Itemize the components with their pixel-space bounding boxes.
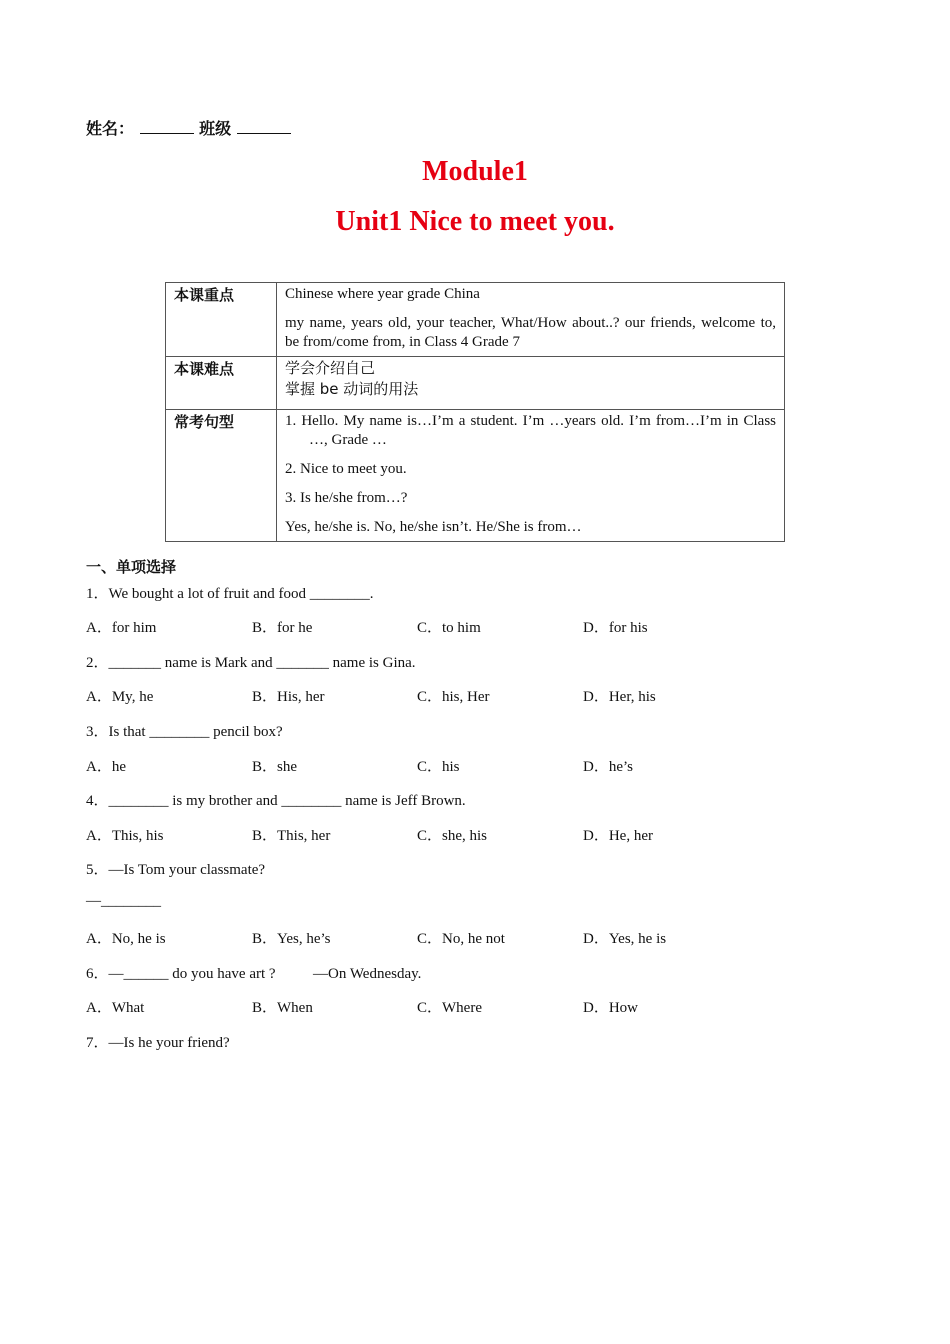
option-d[interactable]: D．He, her (583, 828, 653, 844)
option-a[interactable]: A．for him (86, 620, 157, 636)
option-d[interactable]: D．Her, his (583, 689, 656, 705)
question-4-stem: 4．________ is my brother and ________ name is Jeff Brown. (86, 793, 466, 809)
option-a[interactable]: A．No, he is (86, 931, 166, 947)
option-c[interactable]: C．to him (417, 620, 481, 636)
option-b[interactable]: B．Yes, he’s (252, 931, 331, 947)
student-info-line (86, 116, 291, 139)
question-3-options (86, 755, 786, 775)
question-1-options (86, 616, 786, 636)
question-5-options (86, 927, 786, 947)
content-line: 3. Is he/she from…? (285, 490, 408, 506)
class-blank[interactable] (237, 117, 291, 134)
table-row-difficulties (166, 357, 785, 410)
question-2-stem: 2．_______ name is Mark and _______ name is Gina. (86, 655, 416, 671)
module-title: Module1 (422, 156, 528, 187)
content-line: Yes, he/she is. No, he/she isn’t. He/She is from… (285, 519, 582, 535)
row-content (277, 283, 785, 357)
option-b[interactable]: B．His, her (252, 689, 325, 705)
lesson-info-table (165, 282, 785, 542)
question-5-answer-line: —________ (86, 893, 161, 909)
row-content (277, 410, 785, 542)
option-d[interactable]: D．he’s (583, 759, 633, 775)
class-label: 班级 (199, 119, 232, 138)
row-label: 本课重点 (166, 283, 277, 357)
question-1-stem: 1．We bought a lot of fruit and food ________. (86, 586, 374, 602)
option-d[interactable]: D．Yes, he is (583, 931, 667, 947)
name-label: 姓名： (86, 119, 135, 138)
option-b[interactable]: B．she (252, 759, 298, 775)
question-3-stem: 3．Is that ________ pencil box? (86, 724, 283, 740)
content-line: my name, years old, your teacher, What/How about..? our friends, welcome to, be from/come from, in Class 4 Grade 7 (285, 315, 776, 350)
option-a[interactable]: A．he (86, 759, 126, 775)
table-row-sentence-patterns (166, 410, 785, 542)
option-c[interactable]: C．she, his (417, 828, 488, 844)
option-b[interactable]: B．This, her (252, 828, 331, 844)
option-a[interactable]: A．My, he (86, 689, 154, 705)
row-label: 本课难点 (166, 357, 277, 410)
option-d[interactable]: D．for his (583, 620, 648, 636)
option-a[interactable]: A．What (86, 1000, 145, 1016)
option-b[interactable]: B．for he (252, 620, 313, 636)
option-d[interactable]: D．How (583, 1000, 638, 1016)
question-7-stem: 7．—Is he your friend? (86, 1035, 230, 1051)
option-b[interactable]: B．When (252, 1000, 313, 1016)
section-heading: 一、单项选择 (86, 558, 177, 576)
table-row-key-points (166, 283, 785, 357)
unit-title: Unit1 Nice to meet you. (335, 206, 615, 237)
option-c[interactable]: C．his (417, 759, 460, 775)
option-a[interactable]: A．This, his (86, 828, 164, 844)
content-line: 学会介绍自己 (285, 359, 376, 377)
option-c[interactable]: C．Where (417, 1000, 482, 1016)
name-blank[interactable] (140, 117, 194, 134)
question-6-stem: 6．—______ do you have art ? —On Wednesday. (86, 966, 422, 982)
content-line: 掌握 be 动词的用法 (285, 380, 419, 398)
option-c[interactable]: C．No, he not (417, 931, 505, 947)
content-line: Chinese where year grade China (285, 286, 480, 302)
row-content (277, 357, 785, 410)
question-6-options (86, 996, 786, 1016)
question-5-stem: 5．—Is Tom your classmate? (86, 862, 266, 878)
option-c[interactable]: C．his, Her (417, 689, 490, 705)
content-line: 2. Nice to meet you. (285, 461, 407, 477)
question-4-options (86, 824, 786, 844)
content-line: 1. Hello. My name is…I’m a student. I’m …years old. I’m from…I’m in Class …, Grade … (285, 413, 776, 448)
row-label: 常考句型 (166, 410, 277, 542)
question-2-options (86, 685, 786, 705)
